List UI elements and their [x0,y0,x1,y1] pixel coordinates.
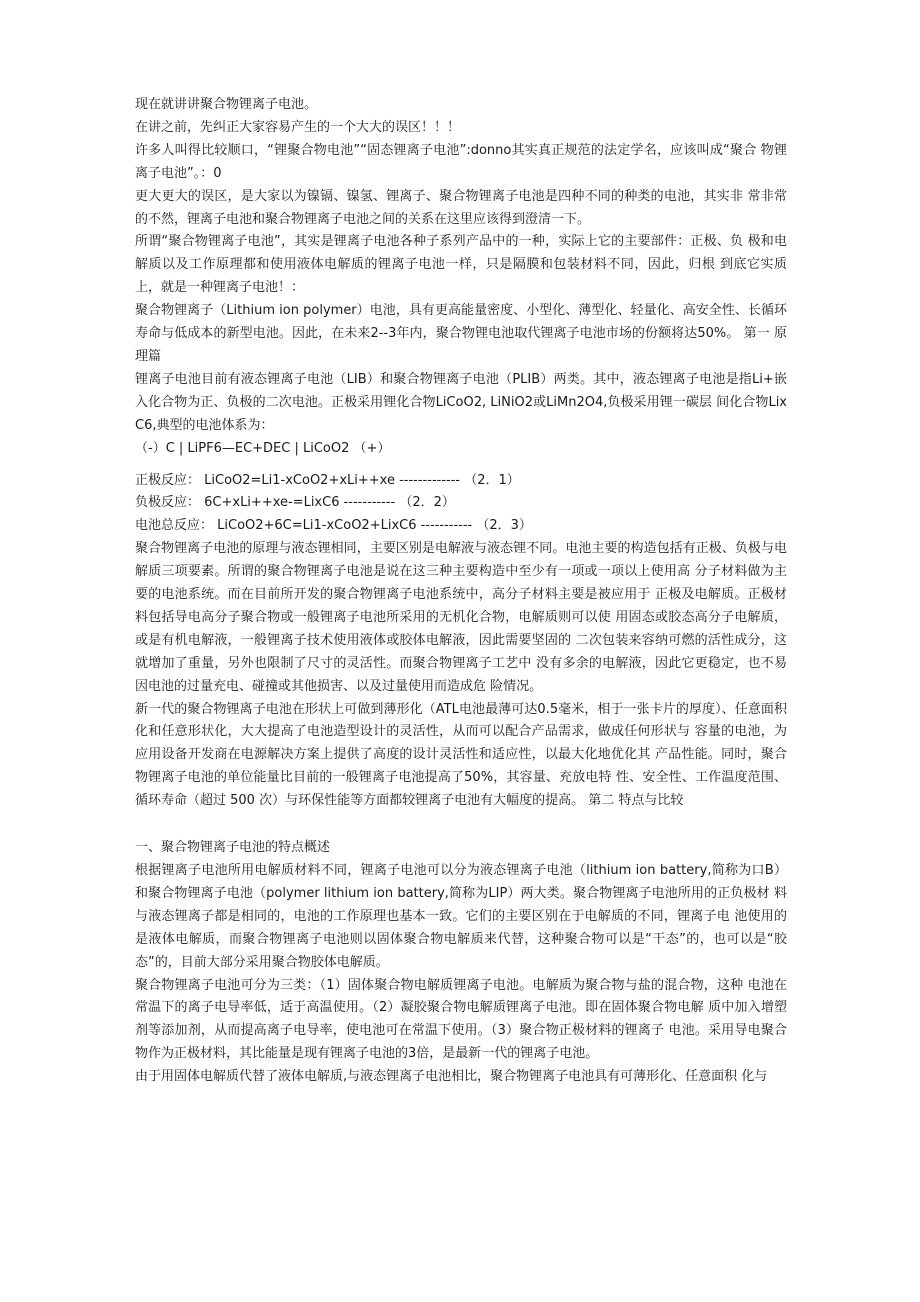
structure-paragraph: 聚合物锂离子电池的原理与液态锂相同，主要区别是电解液与液态锂不同。电池主要的构造包括有正极、负极与电解质三项要素。所谓的聚合物锂离子电池是说在这三种主要构造中至少有一项或一项以上使用高 分子材料做为主要的电池系统。而在目前所开发的聚合物锂离子电池系统中，高分子材料主要是被应用于 正极及电解质。正极材料包括导电高分子聚合物或一般锂离子电池所采用的无机化合物，电解质则可以使 用固态或胶态高分子电解质，或是有机电解液，一般锂离子技术使用液体或胶体电解液，因此需要坚固的 二次包装来容纳可燃的活性成分，这就增加了重量，另外也限制了尺寸的灵活性。而聚合物锂离子工艺中 没有多余的电解液，因此它更稳定，也不易因电池的过量充电、碰撞或其他损害、以及过量使用而造成危 险情况。 [135,541,787,694]
lithium-polymer-paragraph: 聚合物锂离子（Lithium ion polymer）电池，具有更高能量密度、小型化、薄型化、轻量化、高安全性、长循环寿命与低成本的新型电池。因此，在未来2--3年内，聚合物锂电池取代锂离子电池市场的份额将达50%。 第一 原理篇 [135,303,787,364]
classification-paragraph: 根据锂离子电池所用电解质材料不同，锂离子电池可以分为液态锂离子电池（lithium ion battery,简称为口B）和聚合物锂离子电池（polymer lithium ion battery,简称为LIP）两大类。聚合物锂离子电池所用的正负极材 料与液态锂离子都是相同的，电池的工作原理也基本一致。它们的主要区别在于电解质的不同，锂离子电 池使用的是液体电解质，而聚合物锂离子电池则以固体聚合物电解质来代替，这种聚合物可以是“干态”的，也可以是“胶态”的，目前大部分采用聚合物胶体电解质。 [135,863,787,970]
definition-paragraph: 所谓“聚合物锂离子电池”，其实是锂离子电池各种子系列产品中的一种，实际上它的主要部件：正极、负 极和电解质以及工作原理都和使用液体电解质的锂离子电池一样，只是隔膜和包装材料不同，因此，归根 到底它实质上，就是一种锂离子电池！： [135,234,787,296]
spacer [135,813,787,837]
naming-paragraph: 许多人叫得比较顺口，“锂聚合物电池”“固态锂离子电池”:donno其实真正规范的法定学名，应该叫成“聚合 物锂离子电池”。：0 [135,142,787,181]
battery-system-formula: （-）C | LiPF6—EC+DEC | LiCoO2 （+） [135,440,391,456]
new-generation-paragraph: 新一代的聚合物锂离子电池在形状上可做到薄形化（ATL电池最薄可达0.5毫米，相于一张卡片的厚度）、任意面积化和任意形状化，大大提高了电池造型设计的灵活性，从而可以配合产品需求，做成任何形状与 容量的电池，为应用设备开发商在电源解决方案上提供了高度的设计灵活性和适应性，以最大化地优化其 产品性能。同时，聚合物锂离子电池的单位能量比目前的一般锂离子电池提高了50%，其容量、充放电特 性、安全性、工作温度范围、循环寿命（超过 500 次）与环保性能等方面都较锂离子电池有大幅度的提高。 第二 特点与比较 [135,701,787,809]
spacer [135,461,787,470]
total-cell-reaction: 电池总反应： LiCoO2+6C=Li1-xCoO2+LixC6 ----------- （2．3） [135,518,532,534]
intro-line: 现在就讲讲聚合物锂离子电池。 [135,97,318,112]
negative-electrode-reaction: 负极反应： 6C+xLi++xe-=LixC6 ----------- （2．2） [135,495,455,511]
three-types-paragraph: 聚合物锂离子电池可分为三类：（1）固体聚合物电解质锂离子电池。电解质为聚合物与盐的混合物，这种 电池在常温下的离子电导率低，适于高温使用。（2）凝胶聚合物电解质锂离子电池。即在固体聚合物电解 质中加入增塑剂等添加剂，从而提高离子电导率，使电池可在常温下使用。（3）聚合物正极材料的锂离子 电池。采用导电聚合物作为正极材料，其比能量是现有锂离子电池的3倍，是最新一代的锂离子电池。 [135,977,787,1062]
advantages-paragraph: 由于用固体电解质代替了液体电解质,与液态锂离子电池相比，聚合物锂离子电池具有可薄形化、任意面积 化与 [135,1069,768,1085]
misconception-line: 在讲之前，先纠正大家容易产生的一个大大的误区！！！ [135,119,461,135]
section-heading: 一、聚合物锂离子电池的特点概述 [135,840,331,856]
principle-paragraph: 锂离子电池目前有液态锂离子电池（LIB）和聚合物锂离子电池（PLIB）两类。其中，液态锂离子电池是指Li+嵌入化合物为正、负极的二次电池。正极采用锂化合物LiCoO2, LiNiO2或LiMn2O4,负极采用锂一碳层 间化合物LixC6,典型的电池体系为： [135,371,787,433]
document-body [135,94,787,1089]
misconception-paragraph: 更大更大的误区，是大家以为镍镉、镍氢、锂离子、聚合物锂离子电池是四种不同的种类的电池，其实非 常非常的不然，锂离子电池和聚合物锂离子电池之间的关系在这里应该得到澄清一下。 [135,188,787,227]
positive-electrode-reaction: 正极反应： LiCoO2=Li1-xCoO2+xLi++xe ------------- （2．1） [135,472,520,488]
